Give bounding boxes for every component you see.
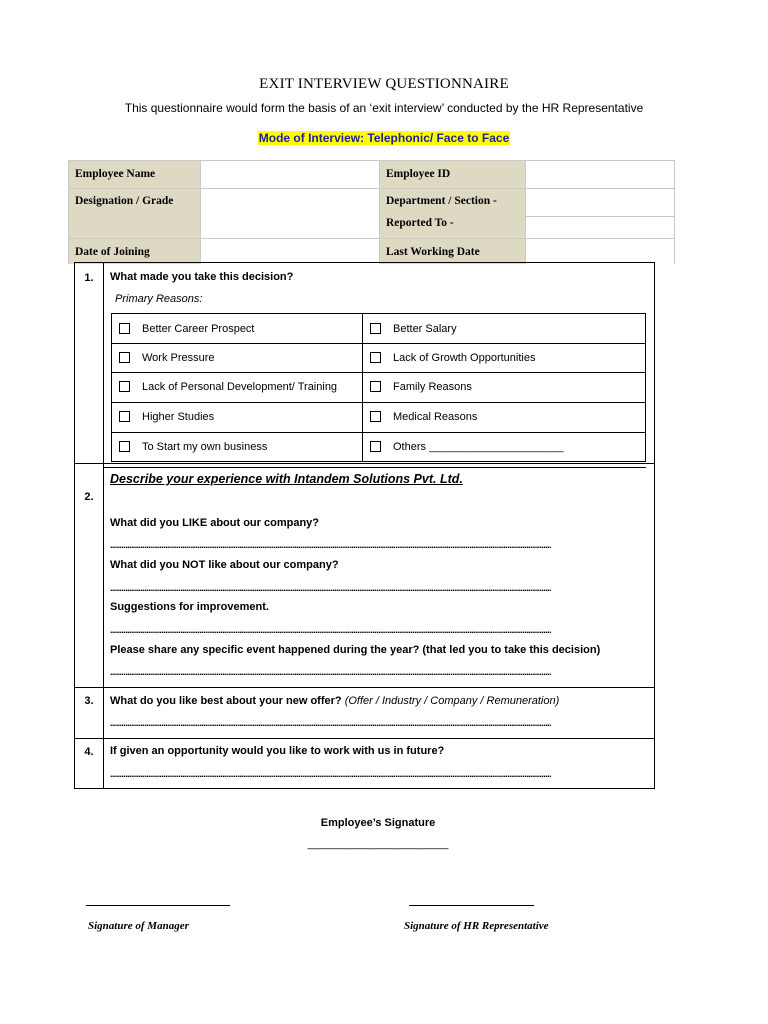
experience-heading: Describe your experience with Intandem Solutions Pvt. Ltd. [110,472,463,486]
checkbox[interactable] [370,352,381,363]
reason-option[interactable] [363,372,645,401]
last-working-date-field[interactable] [525,238,675,264]
question-1-number: 1. [84,272,94,284]
table-rule [68,238,675,239]
employee-id-field[interactable] [525,160,675,188]
checkbox[interactable] [370,441,381,452]
checkbox[interactable] [119,411,130,422]
answer-line-new-offer[interactable]: ........................................................................................................................................................................................................................................ [110,718,551,728]
reason-label: To Start my own business [142,440,268,453]
employee-signature-label: Employee’s Signature [320,817,436,829]
reason-label: Medical Reasons [393,410,478,423]
question-2-like: What did you LIKE about our company? [110,517,319,529]
answer-line-event[interactable]: ........................................................................................................................................................................................................................................ [110,667,551,677]
designation-field[interactable] [200,188,379,238]
reason-label: Better Salary [393,322,457,335]
last-working-date-label: Last Working Date [386,246,480,258]
checkbox[interactable] [370,323,381,334]
question-3-question: What do you like best about your new offer? [110,695,342,707]
date-of-joining-label: Date of Joining [75,246,150,258]
reason-option[interactable] [112,372,362,401]
question-2-not-like: What did you NOT like about our company? [110,559,339,571]
question-3-number: 3. [84,695,94,707]
reason-option[interactable] [363,343,645,372]
row-divider [75,463,654,464]
reason-option[interactable] [363,402,645,431]
reason-label: Lack of Growth Opportunities [393,351,536,364]
number-column-divider [103,263,104,788]
table-rule [525,160,526,264]
department-label: Department / Section - [386,195,497,207]
designation-label: Designation / Grade [75,195,174,207]
reason-label: Family Reasons [393,380,472,393]
reason-option[interactable] [112,432,362,461]
table-rule [379,160,380,264]
checkbox[interactable] [119,352,130,363]
checkbox[interactable] [119,441,130,452]
answer-line-future[interactable]: ........................................................................................................................................................................................................................................ [110,769,551,779]
reasons-grid [111,313,646,462]
reason-option[interactable] [112,343,362,372]
reason-option[interactable] [112,314,362,343]
checkbox[interactable] [119,323,130,334]
employee-signature-line[interactable]: _______________________ [307,838,449,850]
reported-to-label: Reported To - [386,217,454,229]
mode-of-interview-text: Mode of Interview: Telephonic/ Face to Face [258,131,510,145]
reason-label: Others ______________________ [393,440,564,453]
answer-line-not-like[interactable]: ........................................................................................................................................................................................................................................ [110,583,551,593]
primary-reasons-label: Primary Reasons: [115,293,203,305]
table-rule [200,160,201,264]
reported-to-field[interactable] [525,216,675,238]
reason-label: Better Career Prospect [142,322,255,335]
table-rule [525,216,675,217]
table-border [68,160,675,161]
department-field[interactable] [525,188,675,216]
table-rule [68,188,675,189]
manager-signature-label: Signature of Manager [88,920,189,932]
question-4-number: 4. [84,746,94,758]
reason-option[interactable] [363,432,645,461]
checkbox[interactable] [370,381,381,392]
table-border [68,160,69,264]
question-3-hint: (Offer / Industry / Company / Remuneration) [344,695,560,707]
row-divider [75,687,654,688]
employee-info-table [68,160,675,264]
table-border [674,160,675,264]
employee-name-field[interactable] [200,160,379,188]
subtitle: This questionnaire would form the basis of an ‘exit interview’ conducted by the HR Representative [124,101,644,115]
reason-label: Lack of Personal Development/ Training [142,380,338,393]
employee-name-label: Employee Name [75,168,156,180]
question-3-text [110,695,559,707]
answer-line-like[interactable]: ........................................................................................................................................................................................................................................ [110,540,551,550]
reason-label: Work Pressure [142,351,215,364]
question-4-text: If given an opportunity would you like to work with us in future? [110,745,445,757]
checkbox[interactable] [119,381,130,392]
manager-signature-line[interactable] [86,905,230,906]
question-2-suggestions: Suggestions for improvement. [110,601,269,613]
mode-of-interview [0,129,768,147]
experience-rule [104,467,646,468]
question-2-number: 2. [84,491,94,503]
reason-label: Higher Studies [142,410,215,423]
reason-option[interactable] [363,314,645,343]
date-of-joining-field[interactable] [200,238,379,264]
employee-id-label: Employee ID [386,168,451,180]
checkbox[interactable] [370,411,381,422]
question-2-event: Please share any specific event happened during the year? (that led you to take this decision) [110,644,601,656]
reason-option[interactable] [112,402,362,431]
page-title: EXIT INTERVIEW QUESTIONNAIRE [259,76,509,92]
question-1-text: What made you take this decision? [110,271,294,283]
row-divider [75,738,654,739]
hr-signature-line[interactable] [409,905,534,906]
hr-signature-label: Signature of HR Representative [404,920,549,932]
answer-line-suggestions[interactable]: ........................................................................................................................................................................................................................................ [110,625,551,635]
